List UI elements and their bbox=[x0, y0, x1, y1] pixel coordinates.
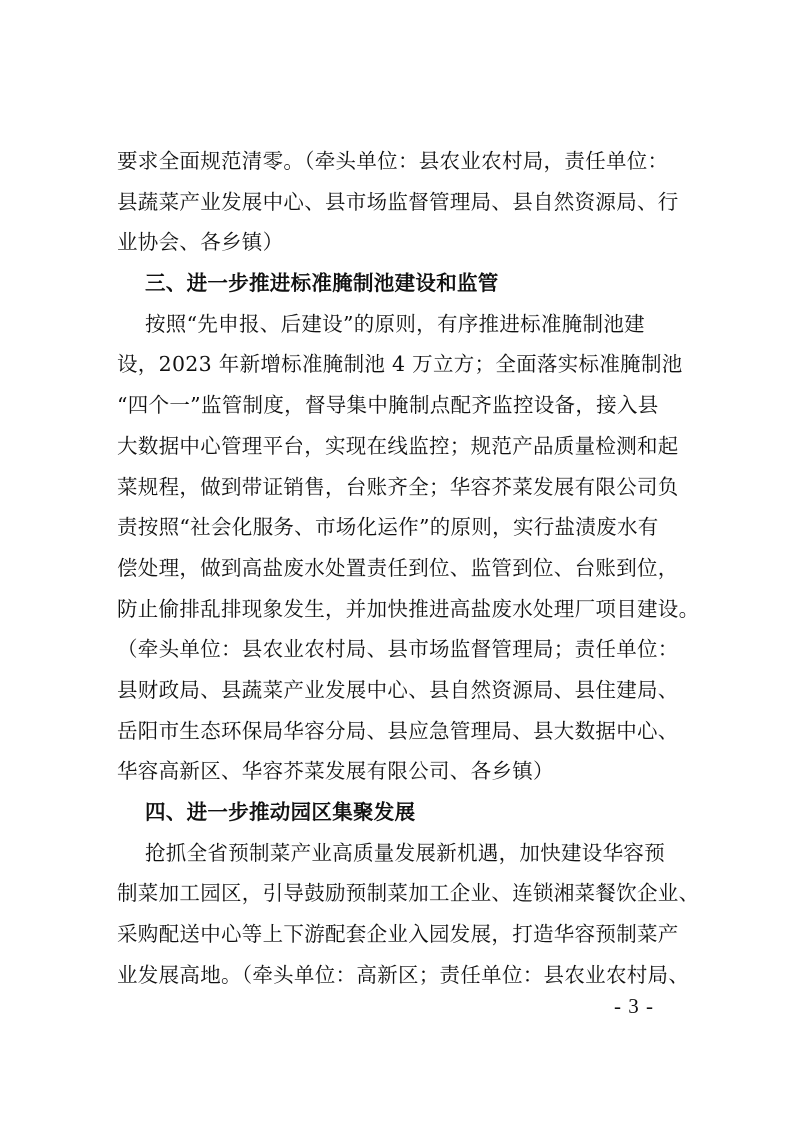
text-line: （牵头单位：县农业农村局、县市场监督管理局；责任单位： bbox=[117, 637, 679, 662]
document-body bbox=[117, 141, 700, 995]
paragraph-industrial-park bbox=[117, 833, 700, 996]
text-line: 要求全面规范清零。（牵头单位：县农业农村局，责任单位： bbox=[117, 149, 669, 173]
text-line: 大数据中心管理平台，实现在线监控；规范产品质量检测和起 bbox=[117, 433, 679, 458]
text-line: 县蔬菜产业发展中心、县市场监督管理局、县自然资源局、行 bbox=[117, 189, 679, 214]
text-line: 岳阳市生态环保局华容分局、县应急管理局、县大数据中心、 bbox=[117, 718, 679, 743]
text-line: “四个一”监管制度，督导集中腌制点配齐监控设备，接入县 bbox=[117, 393, 659, 418]
text-line: 防止偷排乱排现象发生，并加快推进高盐废水处理厂项目建设。 bbox=[117, 596, 700, 621]
text-line: 设，2023 年新增标准腌制池 4 万立方；全面落实标准腌制池 bbox=[117, 352, 683, 377]
text-line: 责按照“社会化服务、市场化运作”的原则，实行盐渍废水有 bbox=[117, 515, 659, 540]
text-line: 采购配送中心等上下游配套企业入园发展，打造华容预制菜产 bbox=[117, 922, 679, 947]
section-heading-3: 三、进一步推进标准腌制池建设和监管 bbox=[145, 271, 499, 296]
text-line: 抢抓全省预制菜产业高质量发展新机遇，加快建设华容预 bbox=[145, 840, 665, 865]
text-line: 业发展高地。（牵头单位：高新区；责任单位：县农业农村局、 bbox=[117, 962, 690, 987]
text-line: 制菜加工园区，引导鼓励预制菜加工企业、连锁湘菜餐饮企业、 bbox=[117, 881, 700, 906]
paragraph-continued bbox=[117, 141, 677, 263]
paragraph-pickling-pools bbox=[117, 304, 700, 792]
text-line: 县财政局、县蔬菜产业发展中心、县自然资源局、县住建局、 bbox=[117, 677, 679, 702]
text-line: 偿处理，做到高盐废水处置责任到位、监管到位、台账到位， bbox=[117, 555, 679, 580]
text-line: 按照“先申报、后建设”的原则，有序推进标准腌制池建 bbox=[145, 311, 645, 336]
page-number: - 3 - bbox=[614, 994, 654, 1018]
text-line: 菜规程，做到带证销售，台账齐全；华容芥菜发展有限公司负 bbox=[117, 474, 679, 499]
text-line: 华容高新区、华容芥菜发展有限公司、各乡镇） bbox=[117, 759, 554, 784]
section-heading-4: 四、进一步推动园区集聚发展 bbox=[145, 800, 416, 824]
text-line: 业协会、各乡镇） bbox=[117, 230, 284, 255]
